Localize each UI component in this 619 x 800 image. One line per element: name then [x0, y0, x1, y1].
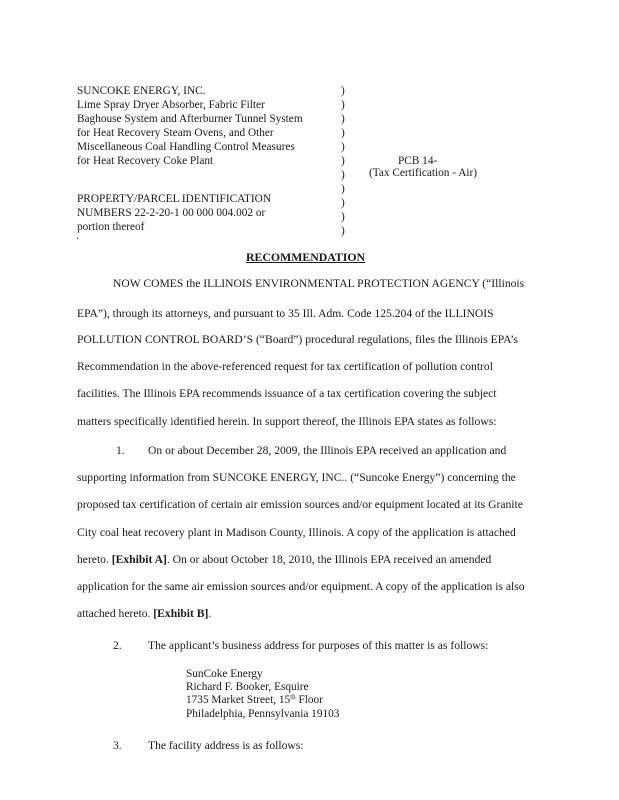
- paragraph-line: The applicant’s business address for purposes of this matter is as follows:: [148, 639, 489, 652]
- caption-line: for Heat Recovery Coke Plant: [77, 155, 214, 167]
- caption-line: Lime Spray Dryer Absorber, Fabric Filter: [77, 99, 265, 111]
- intro-line: Recommendation in the above-referenced request for tax certification of pollution control: [77, 360, 493, 373]
- intro-line: EPA”), through its attorneys, and pursuant to 35 Ill. Adm. Code 125.204 of the ILLINOIS: [77, 307, 494, 320]
- address-line: Philadelphia, Pennsylvania 19103: [186, 708, 340, 720]
- case-number: PCB 14-: [398, 155, 438, 167]
- paragraph-number: 1.: [116, 444, 125, 457]
- caption-line: portion thereof: [77, 221, 145, 233]
- paragraph-line: City coal heat recovery plant in Madison County, Illinois. A copy of the application is attached: [77, 526, 516, 539]
- caption-line: SUNCOKE ENERGY, INC.: [77, 85, 206, 97]
- exhibit-b-reference: [Exhibit B]: [153, 607, 209, 620]
- intro-line: POLLUTION CONTROL BOARD’S (“Board”) procedural regulations, files the Illinois EPA’s: [77, 333, 518, 346]
- caption-paren: ): [341, 183, 345, 195]
- caption-paren: ): [341, 141, 345, 153]
- paragraph-line: supporting information from SUNCOKE ENERGY, INC.. (“Suncoke Energy”) concerning the: [77, 471, 516, 484]
- paragraph-line: The facility address is as follows:: [148, 739, 304, 752]
- paragraph-line: On or about December 28, 2009, the Illinois EPA received an application and: [148, 444, 507, 457]
- address-text: 1735 Market Street, 15: [186, 694, 291, 706]
- caption-paren: ): [341, 211, 345, 223]
- intro-line: matters specifically identified herein. In support thereof, the Illinois EPA states as follows:: [77, 415, 497, 428]
- ordinal-suffix: th: [290, 693, 296, 701]
- caption-line: NUMBERS 22-2-20-1 00 000 004.002 or: [77, 207, 266, 219]
- caption-line: Baghouse System and Afterburner Tunnel System: [77, 113, 303, 125]
- paragraph-line: [77, 553, 491, 566]
- address-line: [186, 694, 323, 707]
- caption-paren: ): [341, 225, 345, 237]
- stray-mark: .: [76, 230, 79, 242]
- line-text: .: [208, 607, 212, 620]
- caption-paren: ): [341, 113, 345, 125]
- paragraph-line: proposed tax certification of certain air emission sources and/or equipment located at its Granite: [77, 498, 523, 511]
- address-line: SunCoke Energy: [186, 668, 263, 680]
- line-text: . On or about October 18, 2010, the Illinois EPA received an amended: [166, 553, 492, 566]
- case-type: (Tax Certification - Air): [369, 167, 478, 179]
- caption-line: Miscellaneous Coal Handling Control Measures: [77, 141, 295, 153]
- paragraph-number: 3.: [113, 739, 122, 752]
- line-text: hereto.: [77, 553, 112, 566]
- caption-paren: ): [341, 99, 345, 111]
- caption-line: for Heat Recovery Steam Ovens, and Other: [77, 127, 274, 139]
- intro-line: NOW COMES the ILLINOIS ENVIRONMENTAL PROTECTION AGENCY (“Illinois: [113, 277, 525, 290]
- document-heading: RECOMMENDATION: [246, 250, 366, 264]
- caption-paren: ): [341, 155, 345, 167]
- paragraph-line: [77, 607, 211, 620]
- caption-paren: ): [341, 85, 345, 97]
- caption-paren: ): [341, 197, 345, 209]
- paragraph-number: 2.: [113, 639, 122, 652]
- address-text: Floor: [295, 694, 323, 706]
- caption-paren: ): [341, 169, 345, 181]
- address-line: Richard F. Booker, Esquire: [186, 681, 309, 693]
- intro-line: facilities. The Illinois EPA recommends issuance of a tax certification covering the subject: [77, 387, 497, 400]
- paragraph-line: application for the same air emission sources and/or equipment. A copy of the application is also: [77, 580, 525, 593]
- caption-line: PROPERTY/PARCEL IDENTIFICATION: [77, 193, 271, 205]
- exhibit-a-reference: [Exhibit A]: [111, 553, 167, 566]
- caption-paren: ): [341, 127, 345, 139]
- line-text: attached hereto.: [77, 607, 154, 620]
